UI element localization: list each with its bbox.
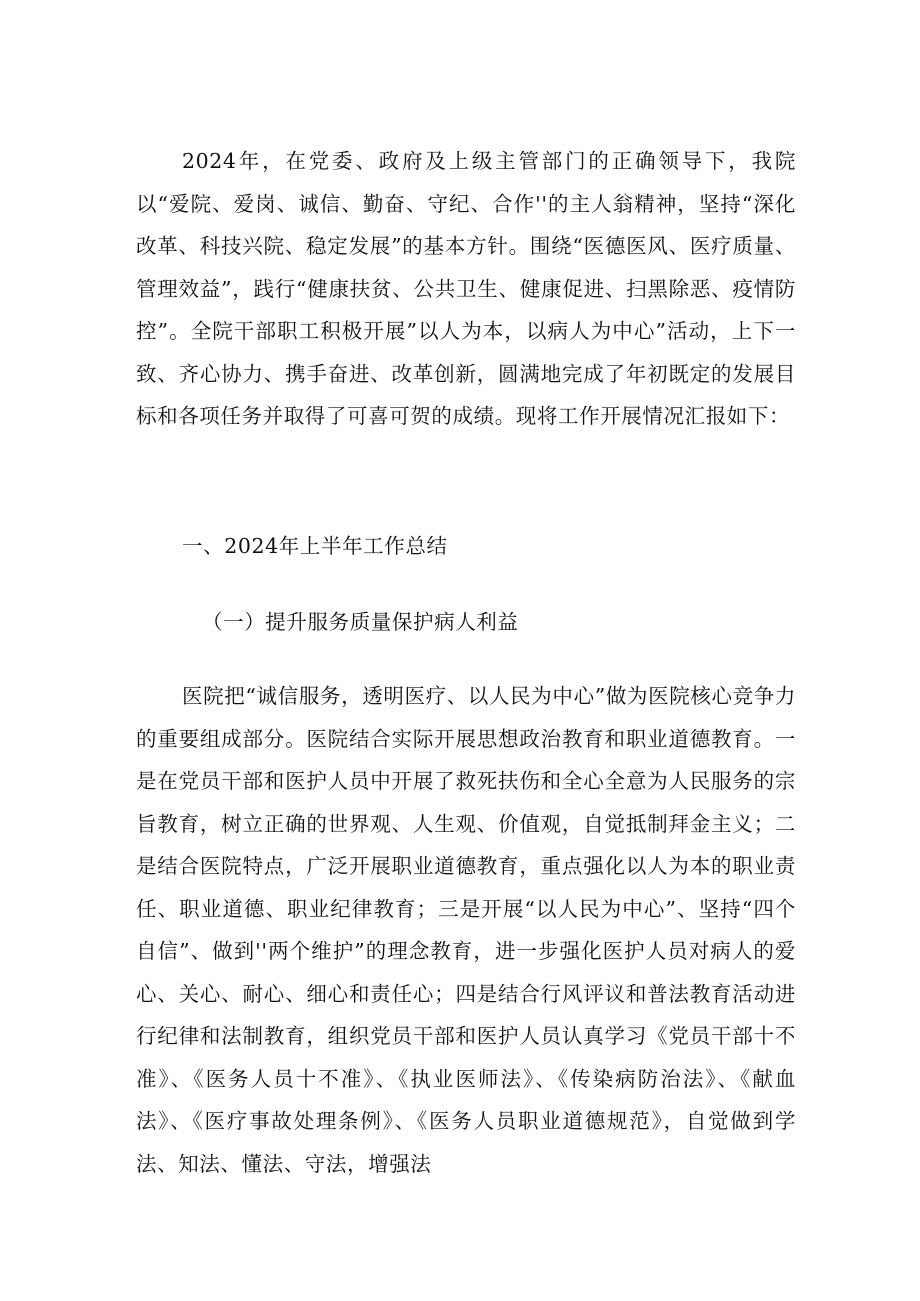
subsection-heading: （一）提升服务质量保护病人利益: [202, 610, 519, 634]
intro-paragraph: 2024年，在党委、政府及上级主管部门的正确领导下，我院以“爱院、爱岗、诚信、勤奋、守纪、合作''的主人翁精神，坚持“深化改革、科技兴院、稳定发展”的基本方针。围绕“医德医风、医疗质量、管理效益”，践行“健康扶贫、公共卫生、健康促进、扫黑除恶、疫情防控”。全院干部职工积极开展”以人为本，以病人为中心”活动，上下一致、齐心协力、携手奋进、改革创新，圆满地完成了年初既定的发展目标和各项任务并取得了可喜可贺的成绩。现将工作开展情况汇报如下：: [136, 149, 796, 428]
section-heading: 一、2024年上半年工作总结: [182, 534, 448, 558]
body-paragraph: 医院把“诚信服务，透明医疗、以人民为中心”做为医院核心竞争力的重要组成部分。医院结合实际开展思想政治教育和职业道德教育。一是在党员干部和医护人员中开展了救死扶伤和全心全意为人民服务的宗旨教育，树立正确的世界观、人生观、价值观，自觉抵制拜金主义；二是结合医院特点，广泛开展职业道德教育，重点强化以人为本的职业责任、职业道德、职业纪律教育；三是开展“以人民为中心”、坚持“四个自信”、做到''两个维护”的理念教育，进一步强化医护人员对病人的爱心、关心、耐心、细心和责任心；四是结合行风评议和普法教育活动进行纪律和法制教育，组织党员干部和医护人员认真学习《党员干部十不准》、《医务人员十不准》、《执业医师法》、《传染病防治法》、《献血法》、《医疗事故处理条例》、《医务人员职业道德规范》，自觉做到学法、知法、懂法、守法，增强法: [136, 684, 796, 1176]
